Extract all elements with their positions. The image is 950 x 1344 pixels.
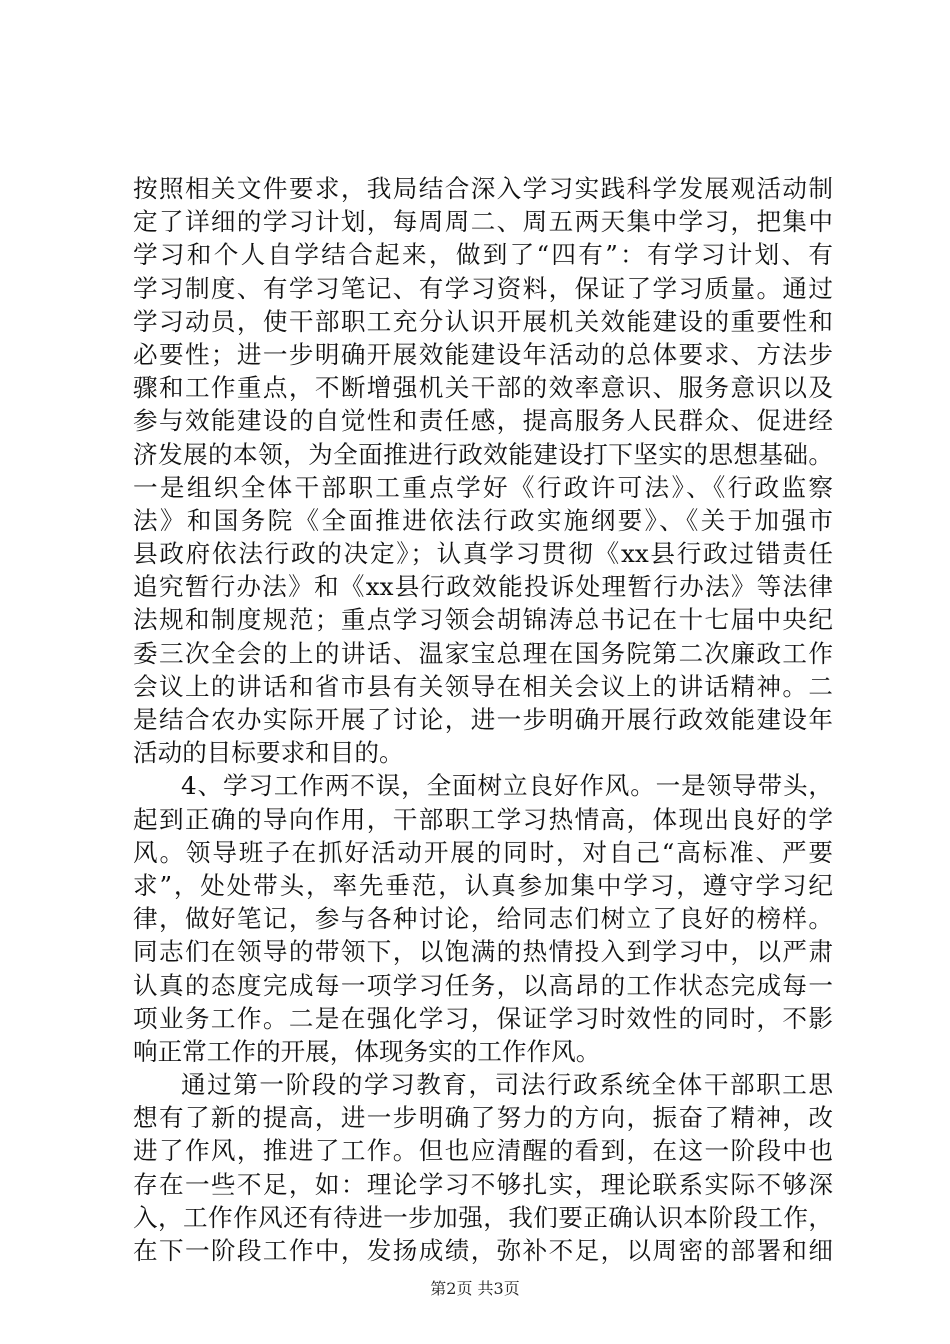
text-line: 4、学习工作两不误，全面树立良好作风。一是领导带头， [181,771,833,801]
text-line: 活动的目标要求和目的。 [133,738,404,768]
text-line: 律，做好笔记，参与各种讨论，给同志们树立了良好的榜样。 [133,904,833,934]
text-line: 通过第一阶段的学习教育，司法行政系统全体干部职工思 [181,1070,833,1100]
text-line: 一是组织全体干部职工重点学好《行政许可法》、《行政监察 [133,472,833,502]
text-line: 进了作风，推进了工作。但也应清醒的看到，在这一阶段中也 [133,1136,833,1166]
text-line: 委三次全会的上的讲话、温家宝总理在国务院第二次廉政工作 [133,638,833,668]
text-line: 想有了新的提高，进一步明确了努力的方向，振奋了精神，改 [133,1103,833,1133]
text-line: 法》和国务院《全面推进依法行政实施纲要》、《关于加强市 [133,505,833,535]
text-line: 济发展的本领，为全面推进行政效能建设打下坚实的思想基础。 [133,439,833,469]
text-line: 学习动员，使干部职工充分认识开展机关效能建设的重要性和 [133,306,833,336]
text-line: 定了详细的学习计划，每周周二、周五两天集中学习，把集中 [133,207,833,237]
text-line: 学习和个人自学结合起来，做到了“四有”：有学习计划、有 [133,240,833,270]
text-line: 参与效能建设的自觉性和责任感，提高服务人民群众、促进经 [133,406,833,436]
text-line: 县政府依法行政的决定》；认真学习贯彻《xx县行政过错责任 [133,539,833,569]
text-line: 响正常工作的开展，体现务实的工作作风。 [133,1036,601,1066]
text-line: 骤和工作重点，不断增强机关干部的效率意识、服务意识以及 [133,373,833,403]
page-footer: 第2页 共3页 [430,1279,520,1298]
text-line: 在下一阶段工作中，发扬成绩，弥补不足，以周密的部署和细 [133,1236,833,1265]
text-line: 会议上的讲话和省市县有关领导在相关会议上的讲话精神。二 [133,671,833,701]
text-line: 入，工作作风还有待进一步加强，我们要正确认识本阶段工作， [133,1202,833,1232]
text-line: 同志们在领导的带领下，以饱满的热情投入到学习中，以严肃 [133,937,833,967]
text-line: 按照相关文件要求，我局结合深入学习实践科学发展观活动制 [133,174,833,203]
text-line: 存在一些不足，如：理论学习不够扎实，理论联系实际不够深 [133,1169,833,1199]
text-line: 法规和制度规范；重点学习领会胡锦涛总书记在十七届中央纪 [133,605,833,635]
text-line: 学习制度、有学习笔记、有学习资料，保证了学习质量。通过 [133,273,833,303]
text-line: 认真的态度完成每一项学习任务，以高昂的工作状态完成每一 [133,970,833,1000]
text-line: 必要性；进一步明确开展效能建设年活动的总体要求、方法步 [133,339,833,369]
text-line: 是结合农办实际开展了讨论，进一步明确开展行政效能建设年 [133,705,833,734]
text-line: 求”，处处带头，率先垂范，认真参加集中学习，遵守学习纪 [133,870,833,900]
text-line: 起到正确的导向作用，干部职工学习热情高，体现出良好的学 [133,804,833,834]
text-line: 项业务工作。二是在强化学习，保证学习时效性的同时，不影 [133,1003,833,1033]
text-line: 风。领导班子在抓好活动开展的同时，对自己“高标准、严要 [133,837,833,867]
body-text [133,172,833,1267]
text-line: 追究暂行办法》和《xx县行政效能投诉处理暂行办法》等法律 [133,572,833,602]
